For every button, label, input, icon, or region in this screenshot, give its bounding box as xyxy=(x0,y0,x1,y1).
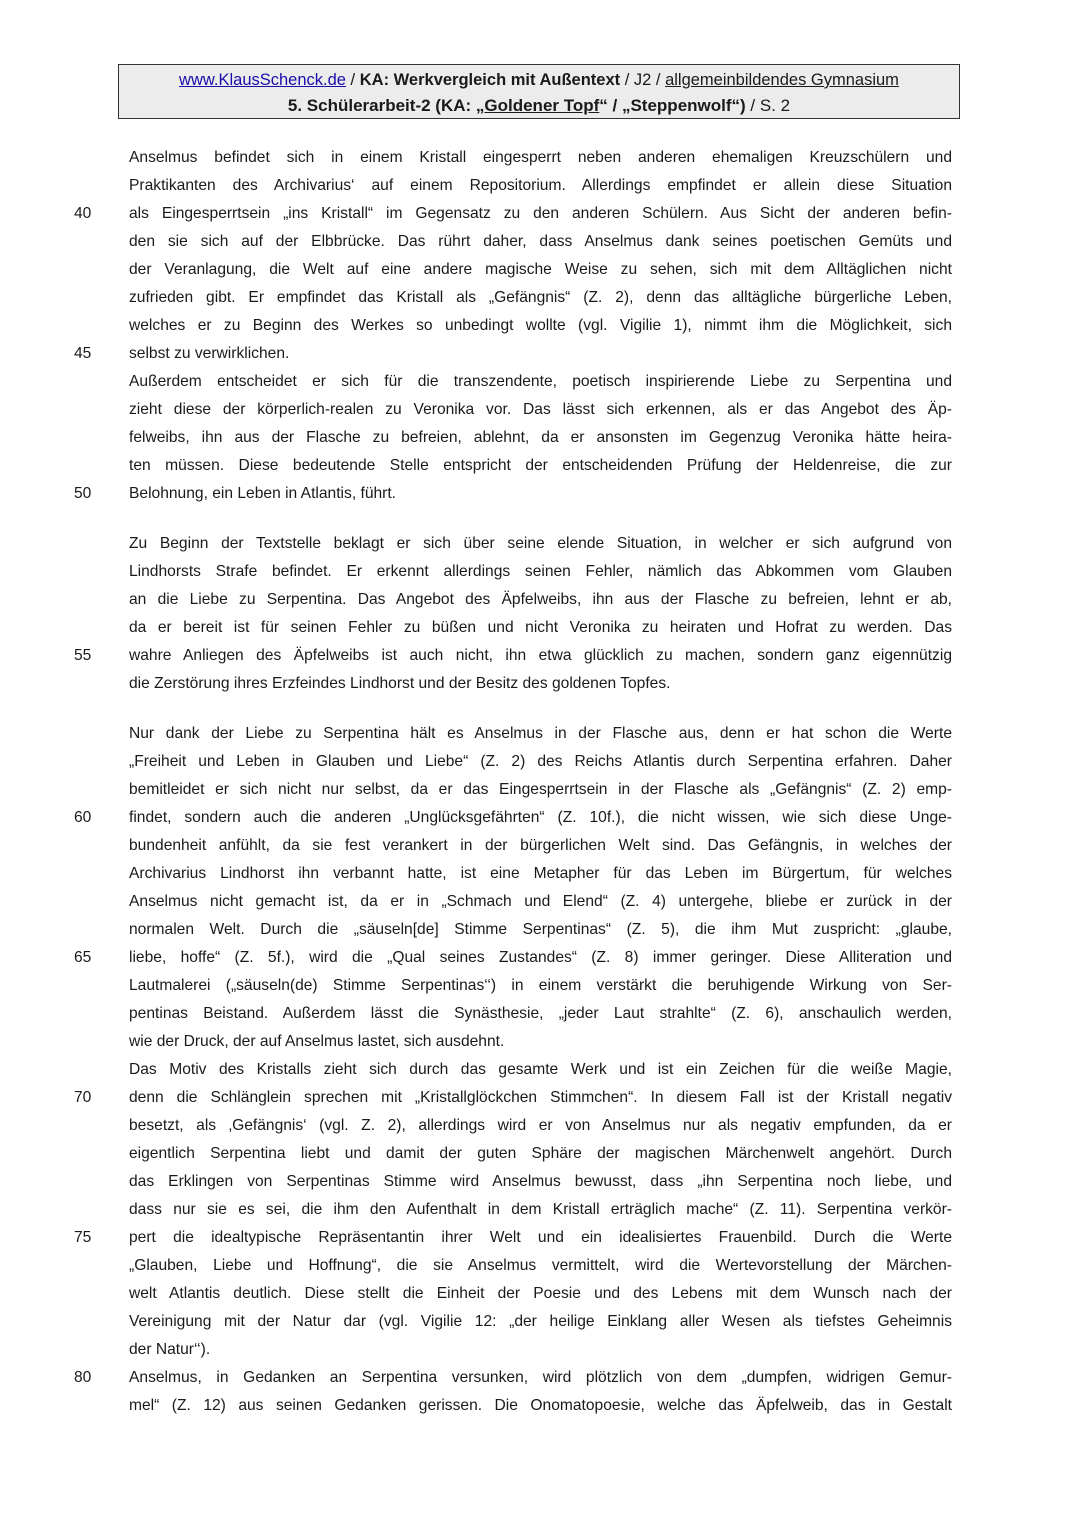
line-number: 60 xyxy=(74,809,92,826)
work-title: Goldener Topf xyxy=(484,96,600,115)
text-line: als Eingesperrtsein „ins Kristall“ im Gegensatz zu den anderen Schülern. Aus Sicht der anderen befin- xyxy=(129,205,952,222)
header-line-2 xyxy=(119,93,959,119)
text-line: Vereinigung mit der Natur dar (vgl. Vigilie 12: „der heilige Einklang aller Wesen als tiefstes Geheimnis xyxy=(129,1313,952,1330)
line-number: 80 xyxy=(74,1369,92,1386)
page-header xyxy=(118,64,960,119)
text-line: dass nur sie es sei, die ihm den Aufenthalt in dem Kristall erträglich mache“ (Z. 11). Serpentina verkör- xyxy=(129,1201,952,1218)
text-line: ten müssen. Diese bedeutende Stelle entspricht der entscheidenden Prüfung der Heldenreise, die zur xyxy=(129,457,952,474)
page-number: / S. 2 xyxy=(745,96,791,115)
line-number: 45 xyxy=(74,345,92,362)
text-line: bemitleidet er sich nicht nur selbst, da er das Eingesperrtsein in der Flasche als „Gefängnis“ (Z. 2) emp- xyxy=(129,781,952,798)
line-number: 40 xyxy=(74,205,92,222)
text-line: normalen Welt. Durch die „säuseln[de] Stimme Serpentinas“ (Z. 5), die ihm Mut zuspricht: „glaube, xyxy=(129,921,952,938)
text-line: besetzt, als ‚Gefängnis‘ (vgl. Z. 2), allerdings wird er von Anselmus nur als negativ empfunden, da er xyxy=(129,1117,952,1134)
text-line: pentinas Beistand. Außerdem lässt die Synästhesie, „jeder Laut strahlte“ (Z. 6), anschaulich werden, xyxy=(129,1005,952,1022)
text-line: Belohnung, ein Leben in Atlantis, führt. xyxy=(129,485,397,502)
text-line: „Glauben, Liebe und Hoffnung“, die sie Anselmus vermittelt, wird die Wertevorstellung der Märchen- xyxy=(129,1257,952,1274)
text-line: welt Atlantis deutlich. Diese stellt die Einheit der Poesie und des Lebens mit dem Wunsch nach der xyxy=(129,1285,952,1302)
text-line: der Natur‘‘). xyxy=(129,1341,211,1358)
text-line: liebe, hoffe“ (Z. 5f.), wird die „Qual seines Zustandes“ (Z. 8) immer geringer. Diese Alliteration und xyxy=(129,949,952,966)
text-line: findet, sondern auch die anderen „Unglücksgefährten“ (Z. 10f.), die nicht wissen, wie sich diese Unge- xyxy=(129,809,952,826)
text-line: Lautmalerei („säuseln(de) Stimme Serpentinas‘‘) in einem verstärkt die beruhigende Wirkung von Ser- xyxy=(129,977,952,994)
text-line: Nur dank der Liebe zu Serpentina hält es Anselmus in der Flasche aus, denn er hat schon die Werte xyxy=(129,725,952,742)
text-line: da er bereit ist für seinen Fehler zu büßen und nicht Veronika zu heiraten und Hofrat zu werden. Das xyxy=(129,619,952,636)
text-line: felweibs, ihn aus der Flasche zu befreien, ablehnt, da er ansonsten im Gegenzug Veronika hätte heira- xyxy=(129,429,952,446)
line-number: 65 xyxy=(74,949,92,966)
text-line: Anselmus, in Gedanken an Serpentina versunken, wird plötzlich von dem „dumpfen, widrigen Gemur- xyxy=(129,1369,952,1386)
website-link[interactable]: www.KlausSchenck.de xyxy=(179,71,346,89)
exam-type: KA: Werkvergleich mit Außentext xyxy=(359,71,621,89)
text-line: welches er zu Beginn des Werkes so unbedingt wollte (vgl. Vigilie 1), nimmt ihm die Möglichkeit, sich xyxy=(129,317,952,334)
text-line: Lindhorsts Strafe befindet. Er erkennt allerdings seinen Fehler, nämlich das Abkommen vom Glauben xyxy=(129,563,952,580)
text-line: mel“ (Z. 12) aus seinen Gedanken gerissen. Die Onomatopoesie, welche das Äpfelweib, das in Gestalt xyxy=(129,1397,952,1414)
text-line: zieht diese der körperlich-realen zu Veronika vor. Das lässt sich erkennen, als er das Angebot des Äp- xyxy=(129,401,952,418)
text-line: denn die Schlänglein sprechen mit „Kristallglöckchen Stimmchen“. In diesem Fall ist der Kristall negativ xyxy=(129,1089,952,1106)
line-number: 50 xyxy=(74,485,92,502)
text-line: Anselmus befindet sich in einem Kristall eingesperrt neben anderen ehemaligen Kreuzschülern und xyxy=(129,149,952,166)
line-number: 55 xyxy=(74,647,92,664)
text-line: selbst zu verwirklichen. xyxy=(129,345,290,362)
text-line: an die Liebe zu Serpentina. Das Angebot des Äpfelweibs, ihn aus der Flasche zu befreien, lehnt er ab, xyxy=(129,591,952,608)
separator: / xyxy=(345,71,360,89)
text-line: die Zerstörung ihres Erzfeindes Lindhorst und der Besitz des goldenen Topfes. xyxy=(129,675,671,692)
text-line: wahre Anliegen des Äpfelweibs ist auch nicht, ihn etwa glücklich zu machen, sondern ganz eigennützig xyxy=(129,647,952,664)
text-line: Zu Beginn der Textstelle beklagt er sich über seine elende Situation, in welcher er sich aufgrund von xyxy=(129,535,952,552)
text-line: „Freiheit und Leben in Glauben und Liebe“ (Z. 2) des Reichs Atlantis durch Serpentina erfahren. Daher xyxy=(129,753,952,770)
text-line: Praktikanten des Archivarius‘ auf einem Repositorium. Allerdings empfindet er allein diese Situation xyxy=(129,177,952,194)
line-number: 75 xyxy=(74,1229,92,1246)
text-line: bundenheit anfühlt, da sie fest verankert in der bürgerlichen Welt sind. Das Gefängnis, in welches der xyxy=(129,837,952,854)
text-line: pert die idealtypische Repräsentantin ihrer Welt und ein idealisiertes Frauenbild. Durch die Werte xyxy=(129,1229,952,1246)
title-prefix: 5. Schülerarbeit-2 (KA: „ xyxy=(287,96,485,115)
text-line: den sie sich auf der Elbbrücke. Das rührt daher, dass Anselmus dank seines poetischen Gemüts und xyxy=(129,233,952,250)
header-line-1 xyxy=(119,67,959,93)
text-line: zufrieden gibt. Er empfindet das Kristall als „Gefängnis“ (Z. 2), denn das alltägliche bürgerliche Leben, xyxy=(129,289,952,306)
grade-separator: / J2 / xyxy=(620,71,666,89)
text-line: wie der Druck, der auf Anselmus lastet, sich ausdehnt. xyxy=(129,1033,505,1050)
text-line: das Erklingen von Serpentinas Stimme wird Anselmus bewusst, dass „ihn Serpentina noch liebe, und xyxy=(129,1173,952,1190)
text-line: Anselmus nicht gemacht ist, da er in „Schmach und Elend“ (Z. 4) untergehe, bliebe er zurück in der xyxy=(129,893,952,910)
school-type: allgemeinbildendes Gymnasium xyxy=(665,71,899,89)
text-line: eigentlich Serpentina liebt und damit der guten Sphäre der magischen Märchenwelt angehört. Durch xyxy=(129,1145,952,1162)
text-line: der Veranlagung, die Welt auf eine andere magische Weise zu sehen, sich mit dem Alltäglichen nicht xyxy=(129,261,952,278)
text-line: Außerdem entscheidet er sich für die transzendente, poetisch inspirierende Liebe zu Serpentina und xyxy=(129,373,952,390)
text-line: Das Motiv des Kristalls zieht sich durch das gesamte Werk und ist ein Zeichen für die weiße Magie, xyxy=(129,1061,952,1078)
text-line: Archivarius Lindhorst ihn verbannt hatte, ist eine Metapher für das Leben im Bürgertum, für welches xyxy=(129,865,952,882)
line-number: 70 xyxy=(74,1089,92,1106)
title-suffix: “ / „Steppenwolf“) xyxy=(599,96,746,115)
